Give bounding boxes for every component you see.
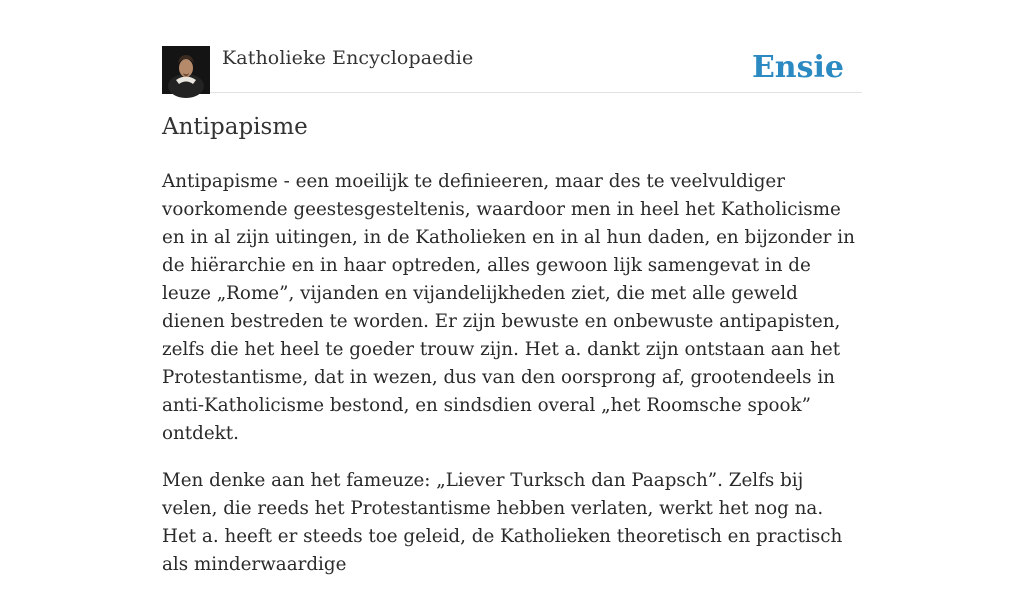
article-paragraph: Antipapisme - een moeilijk te definieeren, maar des te veelvuldiger voorkomende geestesgesteltenis, waardoor men in heel het Katholicisme en in al zijn uitingen, in de Katholieken en in al hun daden, en bijzonder in de hiërarchie en in haar optreden, alles gewoon lijk samengevat in de leuze „Rome”, vijanden en vijandelijkheden ziet, die met alle geweld dienen bestreden te worden. Er zijn bewuste en onbewuste antipapisten, zelfs die het heel te goeder trouw zijn. Het a. dankt zijn ontstaan aan het Protestantisme, dat in wezen, dus van den oorsprong af, grootendeels in anti-Katholicisme bestond, en sindsdien overal „het Roomsche spook” ontdekt.	[162, 171, 855, 444]
article-paragraph: Men denke aan het fameuze: „Liever Turksch dan Paapsch”. Zelfs bij velen, die reeds het Protestantisme hebben verlaten, werkt het nog na. Het a. heeft er steeds toe geleid, de Katholieken theoretisch en practisch als minderwaardige	[162, 470, 843, 575]
ensie-logo-link[interactable]: Ensie	[751, 50, 844, 85]
page-header	[162, 46, 862, 93]
portrait-illustration	[162, 46, 210, 94]
portrait-avatar-icon[interactable]	[162, 46, 210, 94]
source-title[interactable]: Katholieke Encyclopaedie	[222, 47, 474, 69]
article-title: Antipapisme	[162, 114, 308, 140]
article-body	[162, 168, 862, 598]
